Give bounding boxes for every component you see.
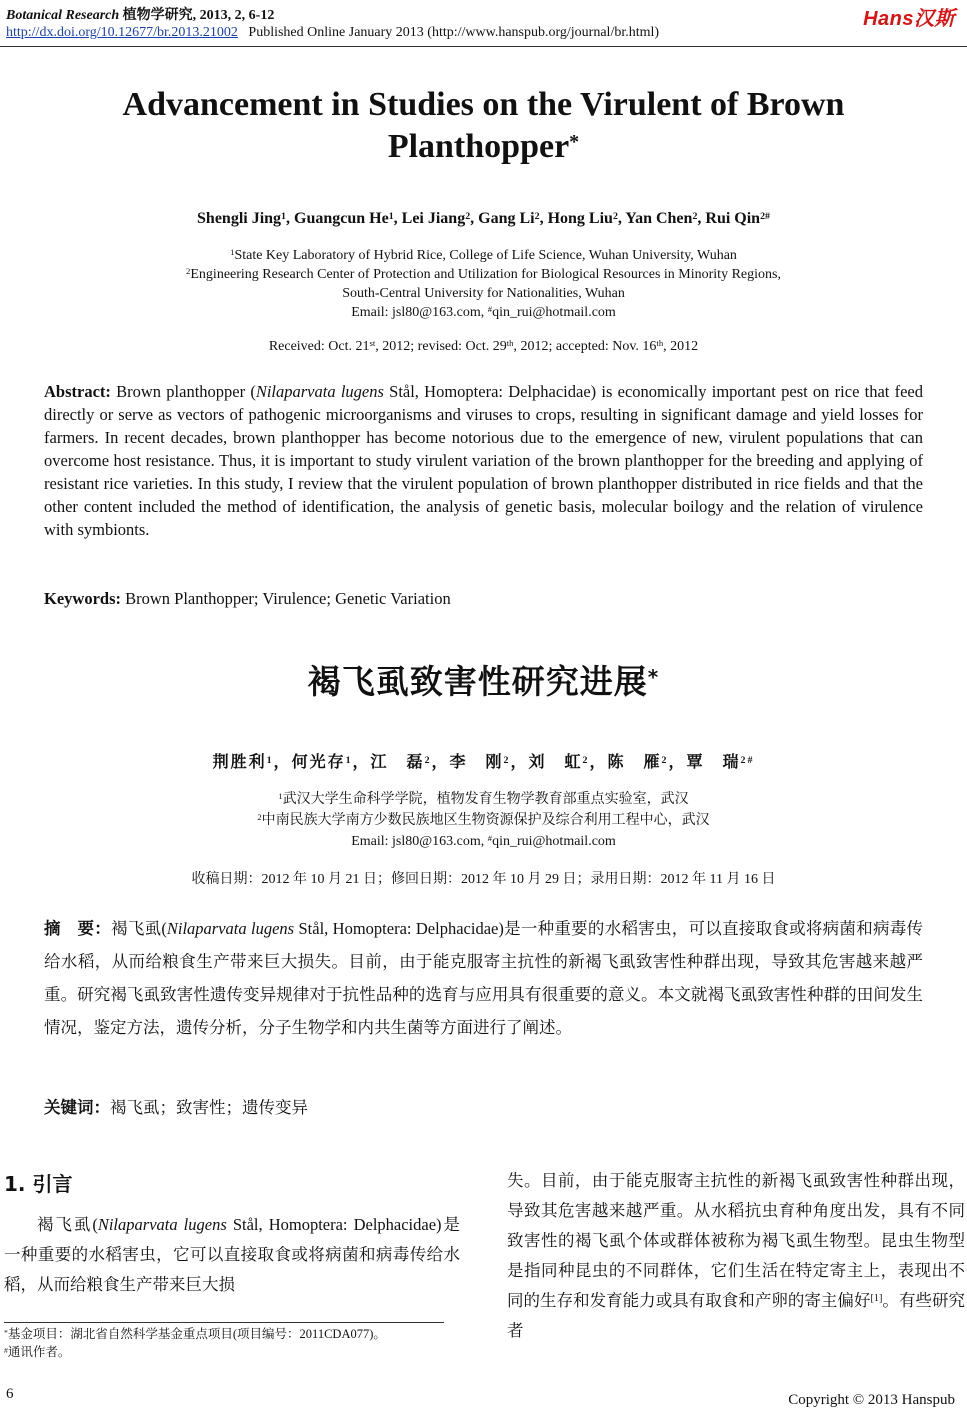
dates-en — [40, 339, 927, 355]
dates-cn: 收稿日期：2012 年 10 月 21 日；修回日期：2012 年 10 月 29 日；录用日期：2012 年 11 月 16 日 — [191, 872, 776, 887]
date-sup: th — [506, 338, 514, 349]
author-sup: 1 — [266, 754, 274, 766]
author-cn: 刘 虹 — [528, 754, 583, 771]
author-sup: 2 — [582, 754, 590, 766]
page-number: 6 — [6, 1386, 14, 1402]
author-cn: 荆胜利 — [212, 754, 267, 771]
author-sup: 2 — [503, 754, 511, 766]
aff-sup: 1 — [230, 247, 235, 258]
aff-sup: 2 — [186, 266, 191, 277]
body-text: 失。目前，由于能克服寄主抗性的新褐飞虱致害性种群出现，导致其危害越来越严重。从水稻抗虫育种角度出发，具有不同致害性的褐飞虱个体或群体被称为褐飞虱生物型。昆虫生物型是指同种昆虫的不同群体，它们生活在特定寄主上，表现出不同的生存和发育能力或具有取食和产卵的寄主偏好 — [507, 1171, 965, 1310]
body-text: 。有些研究者 — [507, 1291, 966, 1340]
affiliation-2-cn: 中南民族大学南方少数民族地区生物资源保护及综合利用工程中心，武汉 — [261, 813, 710, 828]
paper-title-cn — [40, 656, 927, 703]
keywords-text-cn: 褐飞虱；致害性；遗传变异 — [110, 1098, 308, 1117]
body-column-left — [4, 1210, 460, 1300]
authors-cn: 荆胜利$^1$，何光存$^1$，江 磊$^2$，李 刚$^2$，刘 虹$^2$，陈 雁$^2$，覃 瑞$^{2\#}$ — [212, 754, 755, 771]
journal-name: Botanical Research — [6, 8, 120, 23]
body-column-right — [507, 1166, 965, 1346]
abstract-text: Stål, Homoptera: Delphacidae) is economically important pest on rice that feed directly or serve as vectors of pathogenic microorganisms and viruses to crops, resulting in significant damage and yield losses for farmers. In recent decades, brown planthopper has become notorious due to the emergence of new, virulent populations that can overcome host resistance. Thus, it is important to study virulent variation of the brown planthopper for the breeding and applying of resistant rice varieties. In this study, I review that the virulent population of brown planthopper distributed in rice fields and that the other content included the method of identification, the analysis of genetic basis, molecular boilogy and the relation of virulence with symbionts. — [44, 382, 923, 539]
date-tail: , 2012 — [663, 339, 699, 354]
species-name: Nilaparvata lugens — [97, 1215, 227, 1234]
affiliations-cn — [40, 789, 927, 852]
received-date: Received: Oct. 21 — [268, 339, 370, 354]
title-en-text: Advancement in Studies on the Virulent of Brown Planthopper — [122, 86, 845, 165]
author-sup: 2 — [612, 210, 618, 222]
footnote-corresponding: 通讯作者。 — [7, 1345, 71, 1359]
aff-sup: 1 — [278, 791, 283, 802]
footnote-mark: * — [4, 1327, 8, 1337]
body-text: Stål, Homoptera: Delphacidae)是一种重要的水稻害虫，它可以直接取食或将病菌和病毒传给水稻，从而给粮食生产带来巨大损 — [4, 1215, 460, 1294]
affiliations-en — [40, 246, 927, 322]
author-en: Hong Liu — [547, 210, 613, 227]
author-sup: 1 — [281, 210, 286, 222]
doi-link[interactable]: http://dx.doi.org/10.12677/br.2013.21002 — [6, 25, 238, 40]
footnote-divider — [4, 1322, 444, 1323]
citation-ref[interactable]: [1] — [870, 1293, 883, 1305]
author-sup: 2 — [465, 210, 471, 222]
keywords-text-en: Brown Planthopper; Virulence; Genetic Variation — [121, 589, 451, 608]
copyright: Copyright © 2013 Hanspub — [788, 1392, 955, 1408]
journal-volume: , 2013, 2, 6-12 — [192, 8, 275, 23]
author-en: Rui Qin — [705, 210, 761, 227]
date-sup: th — [656, 338, 664, 349]
author-cn: 江 磊 — [370, 754, 425, 771]
email-mark: # — [487, 304, 493, 315]
author-cn: 陈 雁 — [607, 754, 662, 771]
keywords-label-cn: 关键词： — [44, 1098, 110, 1117]
abstract-text: Brown planthopper ( — [110, 382, 256, 401]
author-sup: 2 — [534, 210, 540, 222]
author-en: Yan Chen — [625, 210, 693, 227]
email2-en: qin_rui@hotmail.com — [492, 305, 616, 320]
affiliation-1-en: State Key Laboratory of Hybrid Rice, College of Life Science, Wuhan University, Wuhan — [234, 248, 737, 263]
paper-title-en — [60, 84, 907, 168]
author-sup: 2# — [760, 210, 770, 222]
hanspub-logo: Hans汉斯 — [863, 8, 955, 30]
author-sup: 2 — [424, 754, 432, 766]
author-cn: 覃 瑞 — [686, 754, 741, 771]
keywords-label-en: Keywords: — [44, 589, 121, 608]
keywords-en — [44, 589, 923, 609]
authors-en: Shengli Jing$^1$, Guangcun He$^1$, Lei Jiang$^2$, Gang Li$^2$, Hong Liu$^2$, Yan Chen$^2$, Rui Qin$^{2\#}$ — [197, 210, 770, 227]
footnotes — [4, 1325, 460, 1361]
abstract-text: 褐飞虱( — [111, 919, 167, 938]
author-en: Guangcun He — [294, 210, 389, 227]
email2-cn: qin_rui@hotmail.com — [492, 834, 616, 849]
email-en: Email: jsl80@163.com, — [351, 305, 488, 320]
accepted-date: , 2012; accepted: Nov. 16 — [513, 339, 657, 354]
species-name: Nilaparvata lugens — [166, 919, 295, 938]
author-cn: 何光存 — [291, 754, 346, 771]
author-en: Shengli Jing — [197, 210, 282, 227]
abstract-cn — [44, 912, 923, 1044]
body-text: 褐飞虱( — [37, 1215, 98, 1234]
author-sup: 2 — [692, 210, 698, 222]
revised-date: , 2012; revised: Oct. 29 — [375, 339, 507, 354]
journal-name-cn: 植物学研究 — [122, 8, 193, 23]
published-info: Published Online January 2013 (http://www.hanspub.org/journal/br.html) — [248, 25, 660, 40]
affiliation-1-cn: 武汉大学生命科学学院，植物发育生物学教育部重点实验室，武汉 — [282, 792, 689, 807]
author-sup: 2 — [661, 754, 669, 766]
species-name: Nilaparvata lugens — [255, 382, 384, 401]
abstract-text: Stål, Homoptera: Delphacidae)是一种重要的水稻害虫，可以直接取食或将病菌和病毒传给水稻，从而给粮食生产带来巨大损失。目前，由于能克服寄主抗性的新褐飞虱致害性种群出现，导致其危害越来越严重。研究褐飞虱致害性遗传变异规律对于抗性品种的选育与应用具有很重要的意义。本文就褐飞虱致害性种群的田间发生情况，鉴定方法，遗传分析，分子生物学和内共生菌等方面进行了阐述。 — [44, 919, 923, 1037]
email-cn: Email: jsl80@163.com, — [351, 834, 488, 849]
aff-sup: 2 — [257, 812, 262, 823]
header-divider — [0, 46, 967, 47]
author-cn: 李 刚 — [449, 754, 504, 771]
title-en-mark: * — [569, 131, 580, 153]
title-cn-text: 褐飞虱致害性研究进展 — [307, 662, 648, 701]
email-mark: # — [487, 833, 493, 844]
abstract-label-cn: 摘 要： — [44, 919, 112, 938]
author-en: Lei Jiang — [401, 210, 466, 227]
section-heading: 1. 引言 — [4, 1172, 73, 1196]
affiliation-2-en-cont: South-Central University for Nationalities, Wuhan — [342, 286, 625, 301]
date-sup: st — [369, 338, 376, 349]
author-sup: 2# — [740, 754, 755, 766]
doi-line — [6, 25, 659, 41]
author-sup: 1 — [345, 754, 353, 766]
journal-header — [6, 4, 274, 24]
footnote-mark: # — [4, 1345, 8, 1355]
keywords-cn — [44, 1094, 923, 1118]
abstract-en — [44, 380, 923, 541]
affiliation-2-en: Engineering Research Center of Protection and Utilization for Biological Resources in Minority Regions, — [190, 267, 781, 282]
author-sup: 1 — [388, 210, 394, 222]
author-en: Gang Li — [478, 210, 535, 227]
abstract-label-en: Abstract: — [44, 382, 111, 401]
footnote-funding: 基金项目：湖北省自然科学基金重点项目(项目编号：2011CDA077)。 — [7, 1327, 386, 1341]
title-cn-mark: * — [647, 665, 660, 689]
